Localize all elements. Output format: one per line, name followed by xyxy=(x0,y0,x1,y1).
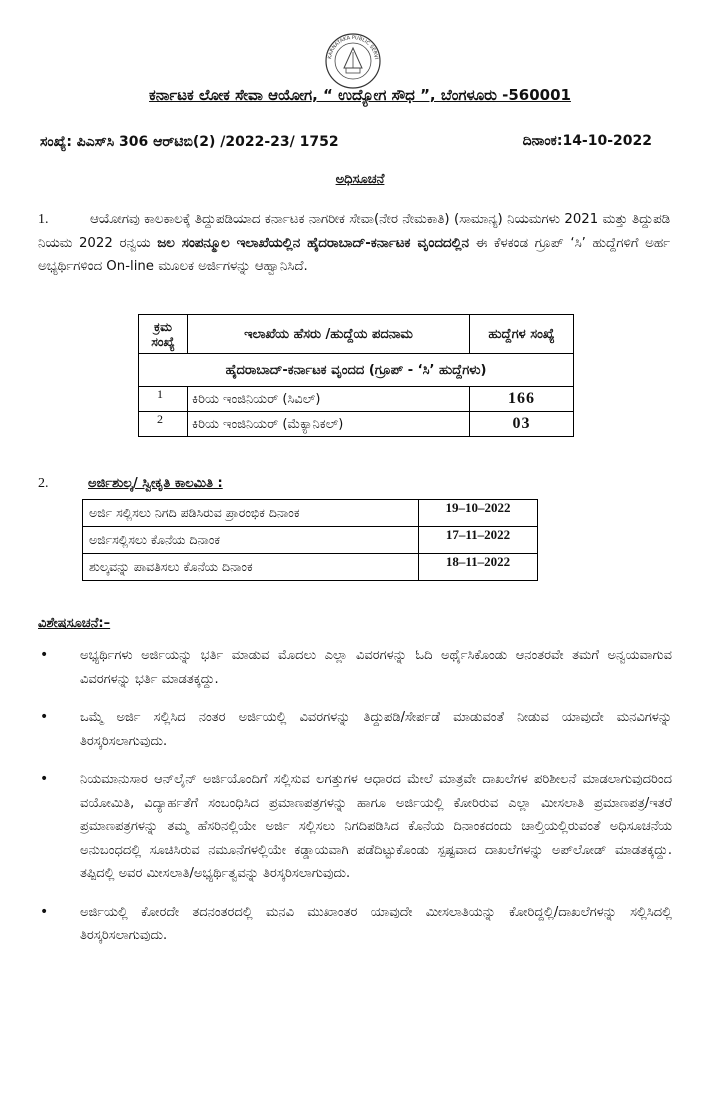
dates-table xyxy=(82,499,538,581)
bullet-icon: • xyxy=(40,647,49,663)
section-label: ಅರ್ಜಿಶುಲ್ಕ/ ಸ್ವೀಕೃತಿ ಕಾಲಮಿತಿ : xyxy=(88,476,223,491)
row-count: 03 xyxy=(470,412,574,437)
list-item xyxy=(38,706,672,753)
reference-number: ಸಂಖ್ಯೆ: ಪಿಎಸ್‌ಸಿ 306 ಆರ್‌ಟಿಬಿ(2) /2022-23/ 1752 xyxy=(40,134,339,150)
date-label: ಅರ್ಜಿ ಸಲ್ಲಿಸಲು ನಿಗದಿ ಪಡಿಸಿರುವ ಪ್ರಾರಂಭಿಕ ದಿನಾಂಕ xyxy=(83,500,419,527)
table-row xyxy=(139,412,574,437)
date-value: 17–11–2022 xyxy=(419,527,538,554)
note-text: ನಿಯಮಾನುಸಾರ ಆನ್‌ಲೈನ್ ಅರ್ಜಿಯೊಂದಿಗೆ ಸಲ್ಲಿಸುವ ಲಗತ್ತುಗಳ ಆಧಾರದ ಮೇಲೆ ಮಾತ್ರವೇ ದಾಖಲೆಗಳ ಪರಿಶೀಲನೆ ಮಾಡಲಾಗುವುದರಿಂದ ವಯೋಮಿತಿ, ವಿದ್ಯಾರ್ಹತೆಗೆ ಸಂಬಂಧಿಸಿದ ಪ್ರಮಾಣಪತ್ರಗಳನ್ನು ಹಾಗೂ ಅರ್ಜಿಯಲ್ಲಿ ಕೋರಿರುವ ಎಲ್ಲಾ ಮೀಸಲಾತಿ ಪ್ರಮಾಣಪತ್ರ/ಇತರೆ ಪ್ರಮಾಣಪತ್ರಗಳನ್ನು ತಮ್ಮ ಹೆಸರಿನಲ್ಲಿಯೇ ಅರ್ಜಿ ಸಲ್ಲಿಸಲು ನಿಗದಿಪಡಿಸಿದ ಕೊನೆಯ ದಿನಾಂಕದಂದು ಚಾಲ್ತಿಯಲ್ಲಿರುವಂತೆ ಅಧಿಸೂಚನೆಯ ಅನುಬಂಧದಲ್ಲಿ ಸೂಚಿಸಿರುವ ನಮೂನೆಗಳಲ್ಲಿಯೇ ಕಡ್ಡಾಯವಾಗಿ ಪಡೆದಿಟ್ಟುಕೊಂಡು ಸ್ಪಷ್ಟವಾದ ದಾಖಲೆಗಳನ್ನು ಅಪ್‌ಲೋಡ್ ಮಾಡತಕ್ಕದ್ದು. ತಪ್ಪಿದಲ್ಲಿ ಅವರ ಮೀಸಲಾತಿ/ಅಭ್ಯರ್ಥಿತ್ವವನ್ನು ತಿರಸ್ಕರಿಸಲಾಗುವುದು. xyxy=(80,772,672,881)
page-title: ಅಧಿಸೂಚನೆ xyxy=(335,172,385,187)
table-row xyxy=(83,500,538,527)
table-header-row xyxy=(139,315,574,354)
list-item xyxy=(38,644,672,691)
bullet-icon: • xyxy=(40,903,49,920)
paragraph-text-a: ಆಯೋಗವು ಕಾಲಕಾಲಕ್ಕೆ ತಿದ್ದುಪಡಿಯಾದ ಕರ್ನಾಟಕ ನಾಗರೀಕ ಸೇವಾ(ನೇರ ನೇಮಕಾತಿ) (ಸಾಮಾನ್ಯ) ನಿಯಮಗಳು 2021 ಮತ್ತು ತಿದ್ದುಪಡಿ ನಿಯಮ 2022 ರನ್ವಯ xyxy=(38,212,670,251)
row-post: ಕಿರಿಯ ಇಂಜಿನಿಯರ್ (ಸಿವಿಲ್) xyxy=(188,387,470,412)
paragraph-1 xyxy=(38,208,670,279)
row-post: ಕಿರಿಯ ಇಂಜಿನಿಯರ್ (ಮೆಕ್ಯಾನಿಕಲ್) xyxy=(188,412,470,437)
list-item xyxy=(38,901,672,948)
paragraph-number: 1. xyxy=(38,212,49,227)
posts-table xyxy=(138,314,574,437)
date-value: 19–10–2022 xyxy=(419,500,538,527)
row-sl: 1 xyxy=(139,387,188,412)
row-count: 166 xyxy=(470,387,574,412)
date-value: 18–11–2022 xyxy=(419,554,538,581)
table-row xyxy=(83,527,538,554)
special-notes-title: ವಿಶೇಷಸೂಚನೆ:– xyxy=(38,616,111,631)
commission-address: ಕರ್ನಾಟಕ ಲೋಕ ಸೇವಾ ಆಯೋಗ, “ ಉದ್ಯೋಗ ಸೌಧ ”, ಬೆಂಗಳೂರು -560001 xyxy=(149,86,571,104)
seal-text: KARNATAKA PUBLIC SERVI xyxy=(327,34,379,60)
bullet-icon: • xyxy=(40,709,49,725)
note-text: ಒಮ್ಮೆ ಅರ್ಜಿ ಸಲ್ಲಿಸಿದ ನಂತರ ಅರ್ಜಿಯಲ್ಲಿ ವಿವರಗಳನ್ನು ತಿದ್ದುಪಡಿ/ಸೇರ್ಪಡೆ ಮಾಡುವಂತೆ ನೀಡುವ ಯಾವುದೇ ಮನವಿಗಳನ್ನು ತಿರಸ್ಕರಿಸಲಾಗುವುದು. xyxy=(80,710,672,749)
table-group-row xyxy=(139,354,574,387)
table-row xyxy=(139,387,574,412)
row-sl: 2 xyxy=(139,412,188,437)
table-row xyxy=(83,554,538,581)
notification-date: ದಿನಾಂಕ:14-10-2022 xyxy=(522,133,652,149)
section-number: 2. xyxy=(38,476,49,491)
header-sl: ಕ್ರಮ ಸಂಖ್ಯೆ xyxy=(139,315,188,354)
date-label: ಅರ್ಜಿಸಲ್ಲಿಸಲು ಕೊನೆಯ ದಿನಾಂಕ xyxy=(83,527,419,554)
seal-icon xyxy=(324,32,382,90)
header-count: ಹುದ್ದೆಗಳ ಸಂಖ್ಯೆ xyxy=(470,315,574,354)
paragraph-text-bold: ಜಲ ಸಂಪನ್ಮೂಲ ಇಲಾಖೆಯಲ್ಲಿನ ಹೈದರಾಬಾದ್-ಕರ್ನಾಟಕ ವೃಂದದಲ್ಲಿನ xyxy=(157,235,469,251)
list-item xyxy=(38,768,672,886)
svg-text:KARNATAKA PUBLIC SERVICE COMMI xyxy=(324,32,379,60)
note-text: ಅರ್ಜಿಯಲ್ಲಿ ಕೋರದೇ ತದನಂತರದಲ್ಲಿ ಮನವಿ ಮುಖಾಂತರ ಯಾವುದೇ ಮೀಸಲಾತಿಯನ್ನು ಕೋರಿದ್ದಲ್ಲಿ/ದಾಖಲೆಗಳನ್ನು ಸಲ್ಲಿಸಿದಲ್ಲಿ ತಿರಸ್ಕರಿಸಲಾಗುವುದು. xyxy=(80,904,672,943)
section-2-heading xyxy=(38,476,223,492)
date-label: ಶುಲ್ಕವನ್ನು ಪಾವತಿಸಲು ಕೊನೆಯ ದಿನಾಂಕ xyxy=(83,554,419,581)
special-notes-list xyxy=(38,644,672,963)
bullet-icon: • xyxy=(40,771,49,787)
note-text: ಅಭ್ಯರ್ಥಿಗಳು ಅರ್ಜಿಯನ್ನು ಭರ್ತಿ ಮಾಡುವ ಮೊದಲು ಎಲ್ಲಾ ವಿವರಗಳನ್ನು ಓದಿ ಅರ್ಥೈಸಿಕೊಂಡು ಆನಂತರವೇ ತಮಗೆ ಅನ್ವಯವಾಗುವ ವಿವರಗಳನ್ನು ಭರ್ತಿ ಮಾಡತಕ್ಕದ್ದು. xyxy=(80,648,672,687)
paragraph-text-b: ಈ ಕೆಳಕಂಡ ಗ್ರೂಪ್ ‘ಸಿ’ ಹುದ್ದೆಗಳಿಗೆ ಅರ್ಹ ಅಭ್ಯರ್ಥಿಗಳಿಂದ On-line ಮೂಲಕ ಅರ್ಜಿಗಳನ್ನು ಆಹ್ವಾನಿಸಿದೆ. xyxy=(38,235,670,274)
header-post: ಇಲಾಖೆಯ ಹೆಸರು /ಹುದ್ದೆಯ ಪದನಾಮ xyxy=(188,315,470,354)
group-label: ಹೈದರಾಬಾದ್-ಕರ್ನಾಟಕ ವೃಂದದ (ಗ್ರೂಪ್ - ‘ಸಿ’ ಹುದ್ದೆಗಳು) xyxy=(139,354,574,387)
